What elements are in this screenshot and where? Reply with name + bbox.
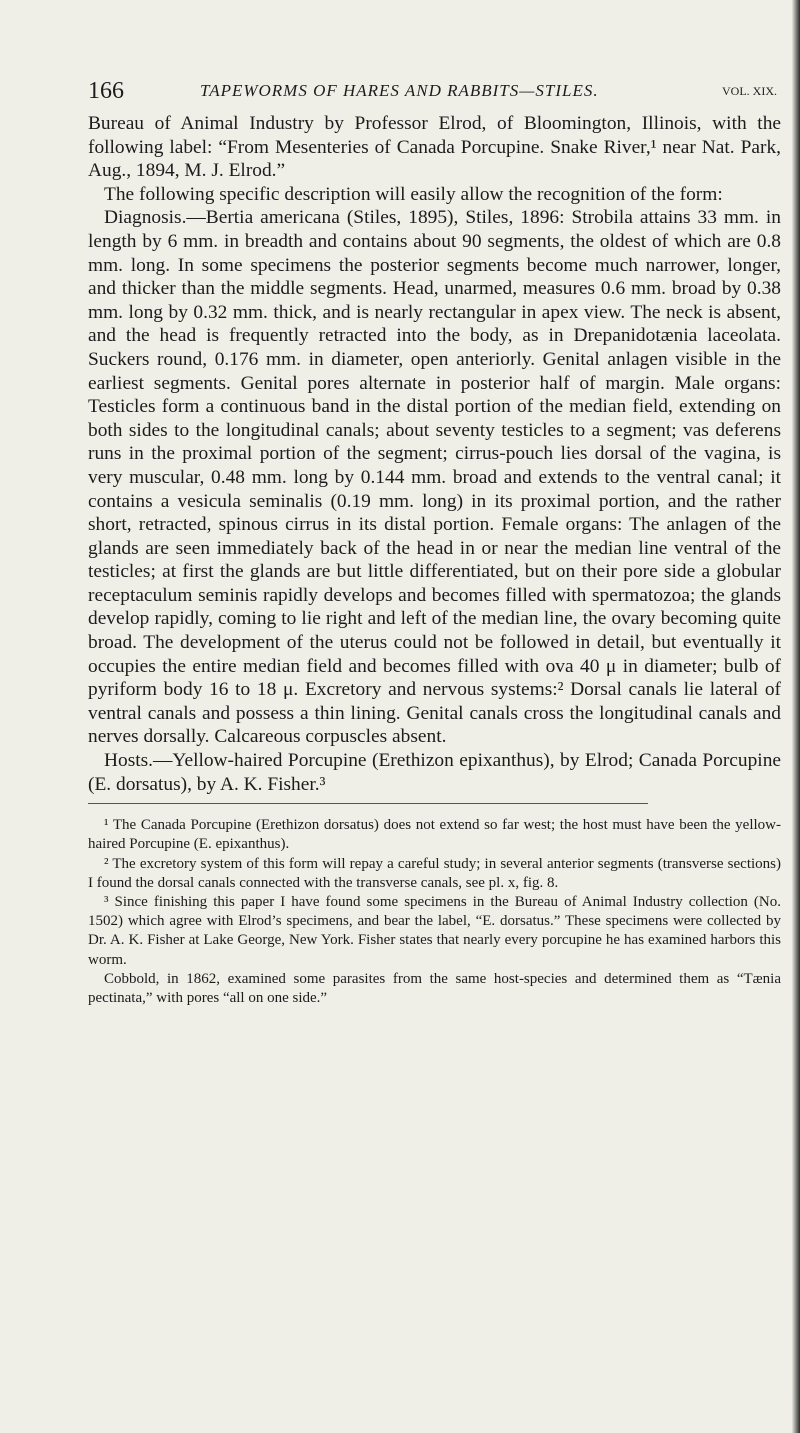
- paragraph-intro: The following specific description will easily allow the recognition of the form:: [104, 183, 723, 205]
- document-page: [88, 78, 781, 1008]
- body-text: [88, 112, 781, 796]
- footnote-rule: [88, 803, 648, 804]
- running-title: TAPEWORMS OF HARES AND RABBITS—STILES.: [200, 81, 599, 100]
- paragraph-specimen-label: Bureau of Animal Industry by Professor Elrod, of Bloomington, Illinois, with the following label: “From Mesenteries of Canada Porcupine. Snake River,¹ near Nat. Park, Aug., 1894, M. J. Elrod.”: [88, 113, 781, 182]
- footnote-2: ² The excretory system of this form will repay a careful study; in several anterior segments (transverse sections) I found the dorsal canals connected with the transverse canals, see pl. x, fig. 8.: [88, 855, 781, 891]
- footnote-1: ¹ The Canada Porcupine (Erethizon dorsatus) does not extend so far west; the host must have been the yellow-haired Porcupine (E. epixanthus).: [88, 817, 781, 853]
- paragraph-diagnosis: Diagnosis.—Bertia americana (Stiles, 1895), Stiles, 1896: Strobila attains 33 mm. in length by 6 mm. in breadth and contains about 90 segments, the oldest of which are 0.8 mm. long. In some specimens the posterior segments become much narrower, longer, and thicker than the middle segments. Head, unarmed, measures 0.6 mm. broad by 0.38 mm. long by 0.32 mm. thick, and is nearly rectangular in apex view. The neck is absent, and the head is frequently retracted into the body, as in Drepanidotænia laceolata. Suckers round, 0.176 mm. in diameter, open anteriorly. Genital anlagen visible in the earliest segments. Genital pores alternate in posterior half of margin. Male organs: Testicles form a continuous band in the distal portion of the median field, extending on both sides to the longitudinal canals; about seventy testicles to a segment; vas deferens runs in the proximal portion of the segment; cirrus-pouch lies dorsal of the vagina, is very muscular, 0.48 mm. long by 0.144 mm. broad and extends to the ventral canal; it contains a vesicula seminalis (0.19 mm. long) in its proximal portion, and the rather short, retracted, spinous cirrus in its distal portion. Female organs: The anlagen of the glands are seen immediately back of the head in or near the median line ventral of the testicles; at first the glands are but little differentiated, but on their pore side a globular receptaculum seminis rapidly develops and becomes filled with spermatozoa; the glands develop rapidly, coming to lie right and left of the median line, the ovary becoming quite broad. The development of the uterus could not be followed in detail, but eventually it occupies the entire median field and becomes filled with ova 40 μ in diameter; bulb of pyriform body 16 to 18 μ. Excretory and nervous systems:² Dorsal canals lie lateral of ventral canals and possess a thin lining. Genital canals cross the longitudinal canals and nerves dorsally. Calcareous corpuscles absent.: [88, 207, 781, 748]
- running-header: [88, 78, 781, 108]
- footnote-3-continued: Cobbold, in 1862, examined some parasites from the same host-species and determined them as “Tænia pectinata,” with pores “all on one side.”: [88, 970, 781, 1007]
- page-edge-shadow: [792, 0, 800, 1433]
- page-number: 166: [88, 78, 124, 104]
- footnote-3: ³ Since finishing this paper I have found some specimens in the Bureau of Animal Industry collection (No. 1502) which agree with Elrod’s specimens, and bear the label, “E. dorsatus.” These specimens were collected by Dr. A. K. Fisher at Lake George, New York. Fisher states that nearly every porcupine he has examined harbors this worm.: [88, 894, 781, 968]
- footnotes: [88, 816, 781, 1008]
- volume-label: VOL. XIX.: [722, 84, 777, 98]
- paragraph-hosts: Hosts.—Yellow-haired Porcupine (Erethizon epixanthus), by Elrod; Canada Porcupine (E. dorsatus), by A. K. Fisher.³: [88, 750, 781, 795]
